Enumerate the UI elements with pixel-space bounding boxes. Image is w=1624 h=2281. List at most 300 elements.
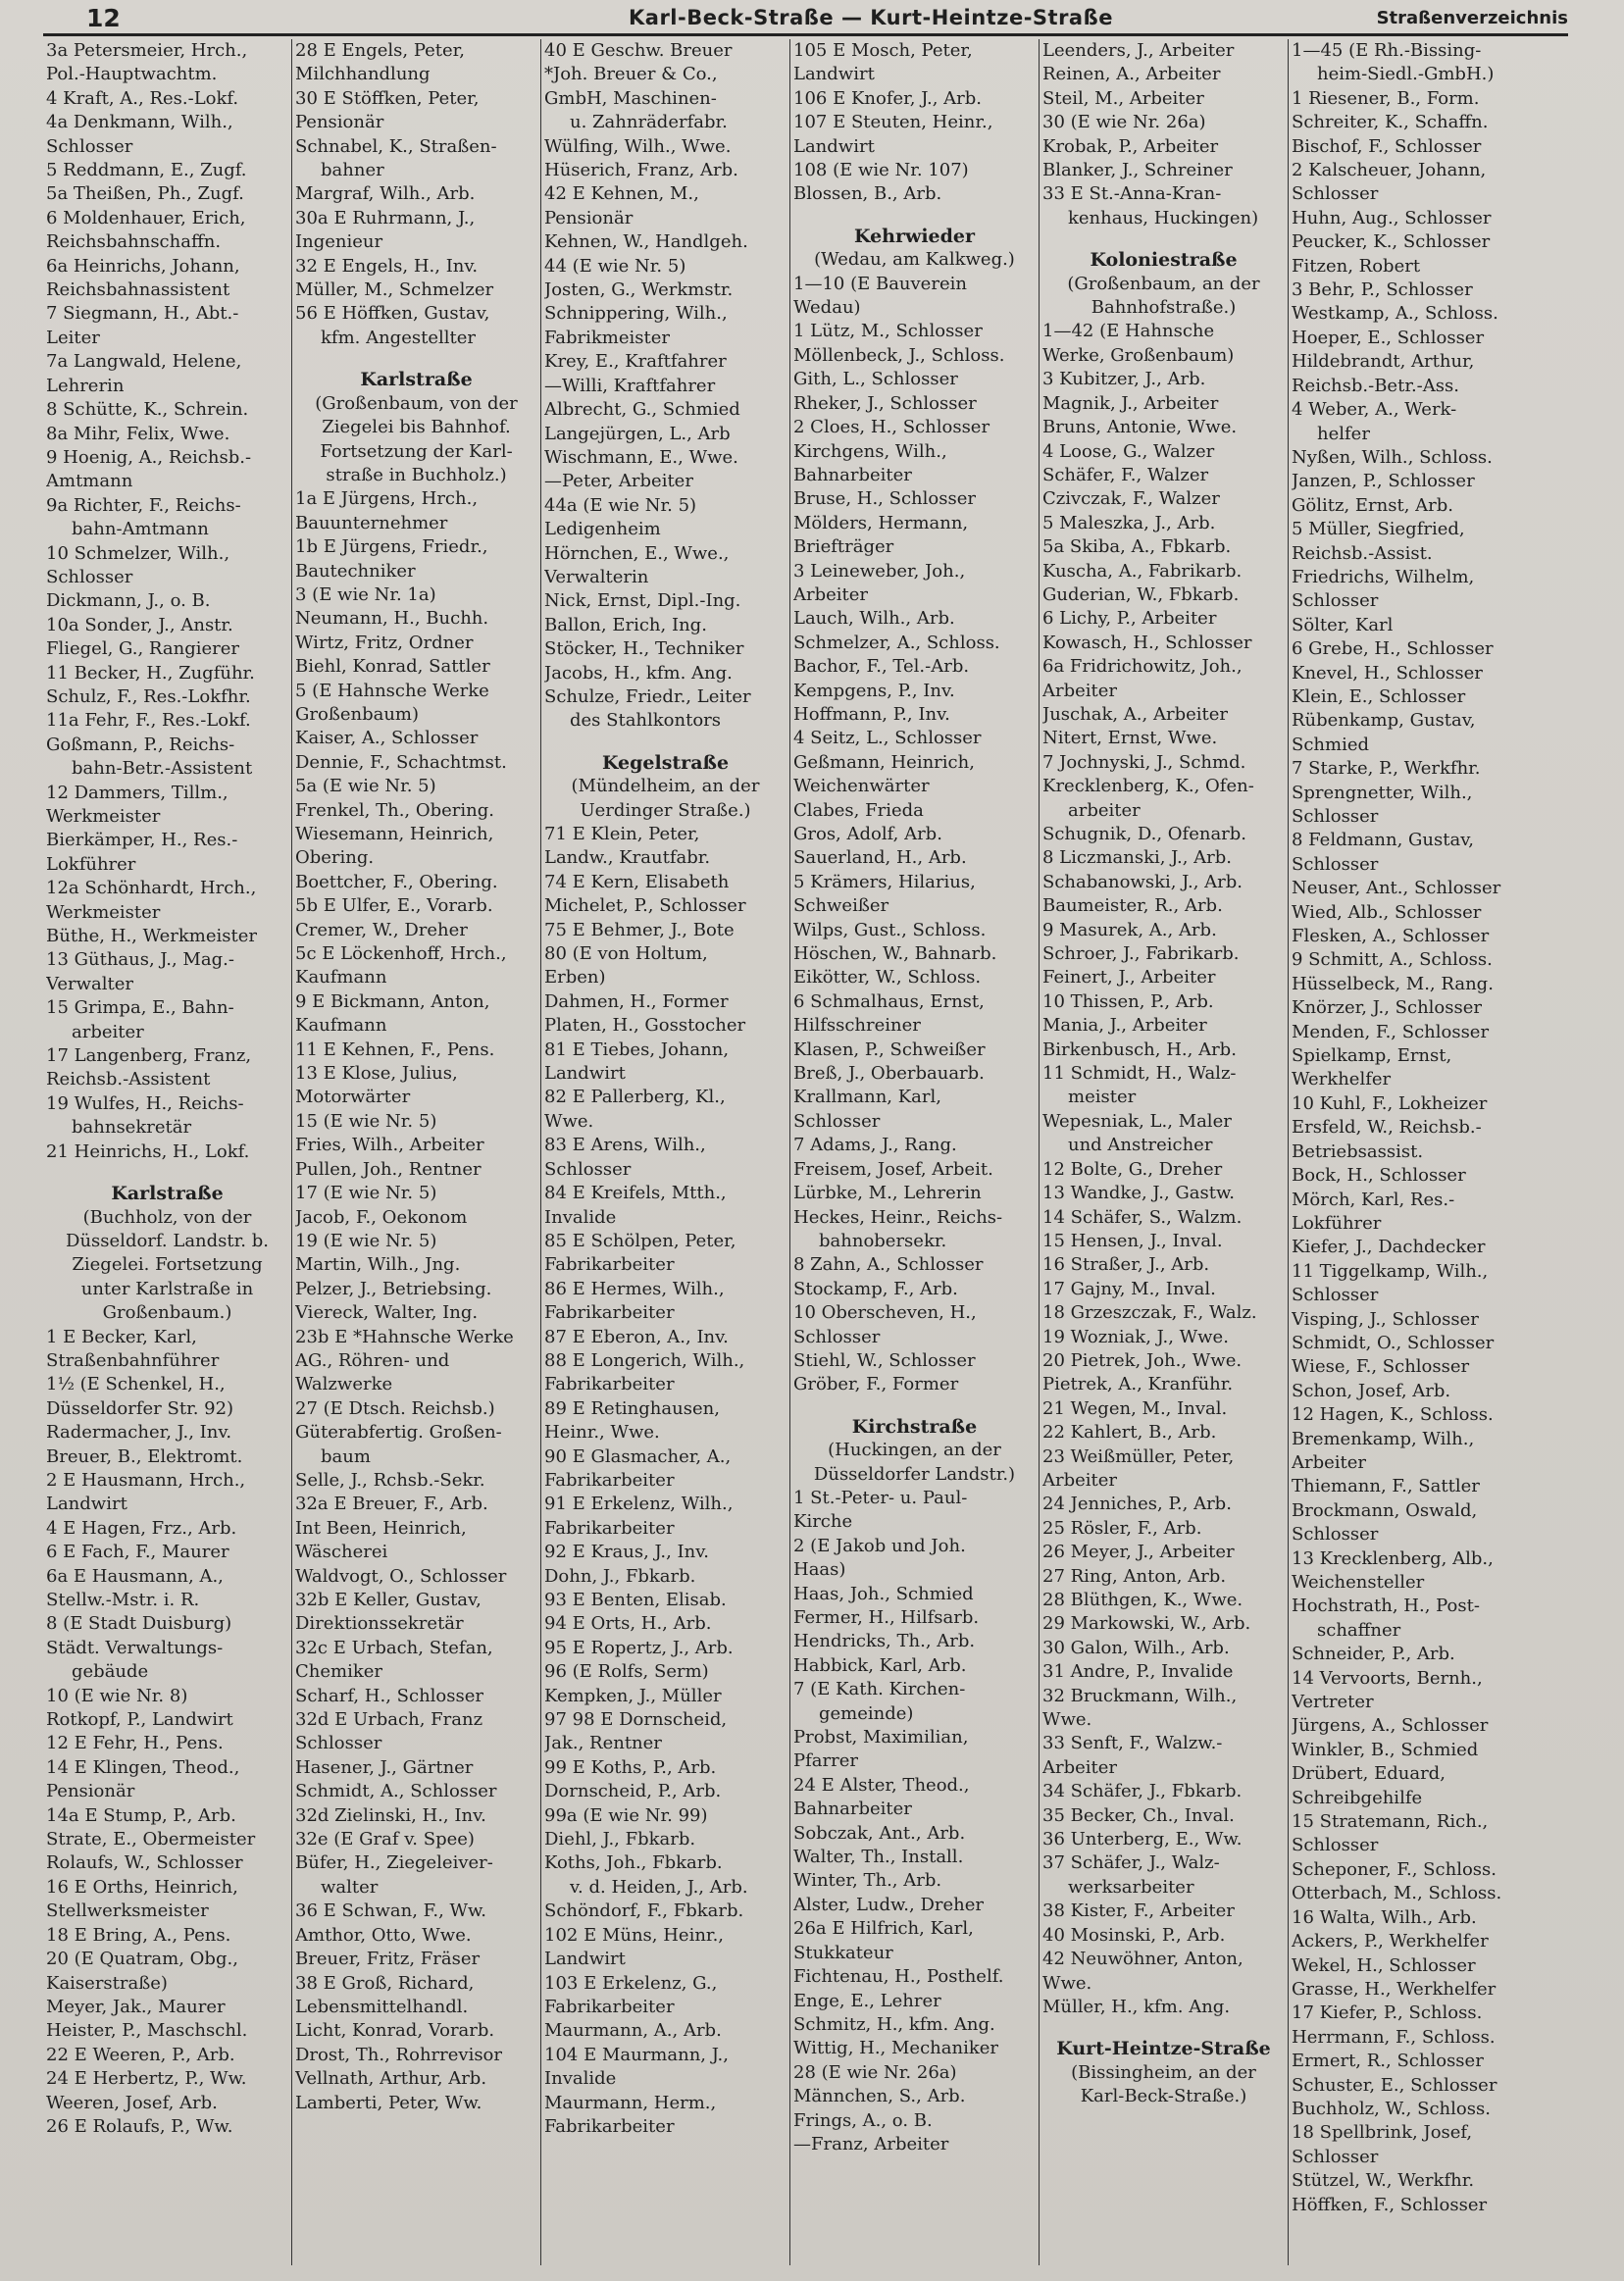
directory-entry-line: Feinert, J., Arbeiter [1042, 967, 1216, 988]
directory-entry-line: Schlosser [1292, 1285, 1379, 1306]
directory-entry-line: Guderian, W., Fbkarb. [1042, 583, 1240, 605]
directory-entry-line: Weichenwärter [793, 776, 930, 797]
directory-entry-line: Leenders, J., Arbeiter [1042, 40, 1235, 61]
directory-entry-line: 15 Grimpa, E., Bahn- [46, 997, 234, 1019]
directory-entry-line: Kiefer, J., Dachdecker [1292, 1237, 1486, 1258]
directory-entry-line: Städt. Verwaltungs- [46, 1637, 224, 1658]
directory-entry-line: 5c E Löckenhoff, Hrch., [295, 943, 507, 965]
street-location-note: Fortsetzung der Karl- [320, 440, 513, 462]
directory-entry-line: Wied, Alb., Schlosser [1292, 901, 1482, 923]
directory-entry-line: 13 Wandke, J., Gastw. [1042, 1183, 1235, 1204]
directory-entry-line: Vellnath, Arthur, Arb. [295, 2068, 487, 2090]
directory-entry-line: Krobak, P., Arbeiter [1042, 135, 1219, 157]
directory-entry-line: 6a E Hausmann, A., [46, 1565, 224, 1587]
directory-entry-line: Hasener, J., Gärtner [295, 1756, 474, 1778]
directory-entry-line: Wedau) [793, 297, 861, 319]
directory-entry-line: 33 E St.-Anna-Kran- [1042, 183, 1222, 205]
directory-entry-line: 104 E Maurmann, J., [544, 2044, 729, 2065]
directory-entry-line: Steil, M., Arbeiter [1042, 87, 1204, 109]
directory-entry-line: 20 (E Quatram, Obg., [46, 1949, 238, 1970]
directory-entry-line: 11 Tiggelkamp, Wilh., [1292, 1260, 1489, 1282]
directory-entry-line: Nick, Ernst, Dipl.-Ing. [544, 590, 741, 612]
directory-entry-line: Kowasch, H., Schlosser [1042, 632, 1252, 653]
directory-entry-line: Czivczak, F., Walzer [1042, 488, 1220, 510]
directory-entry-line: Wäscherei [295, 1542, 388, 1563]
directory-entry-line: Heckes, Heinr., Reichs- [793, 1206, 1003, 1228]
directory-entry-line: 95 E Ropertz, J., Arb. [544, 1637, 734, 1658]
directory-entry-line: 18 Spellbrink, Josef, [1292, 2122, 1473, 2144]
directory-entry-line: Sobczak, Ant., Arb. [793, 1822, 966, 1844]
directory-entry-line: Rotkopf, P., Landwirt [46, 1709, 233, 1731]
directory-entry-line: Bruns, Antonie, Wwe. [1042, 417, 1238, 438]
directory-entry-line: Breuer, B., Elektromt. [46, 1445, 243, 1467]
directory-entry-line: 96 (E Rolfs, Serm) [544, 1661, 709, 1683]
directory-entry-line: 26 E Rolaufs, P., Ww. [46, 2115, 233, 2137]
directory-entry-line: 86 E Hermes, Wilh., [544, 1278, 725, 1299]
directory-entry-line: Schneider, P., Arb. [1292, 1644, 1455, 1665]
directory-entry-line: 9a Richter, F., Reichs- [46, 494, 241, 516]
directory-entry-line: —Franz, Arbeiter [793, 2133, 949, 2154]
directory-entry-line: Westkamp, A., Schloss. [1292, 303, 1498, 325]
directory-entry-line: Landwirt [544, 1063, 626, 1085]
directory-entry-line: Herrmann, F., Schloss. [1292, 2026, 1496, 2048]
directory-entry-line: Strate, E., Obermeister [46, 1829, 256, 1850]
directory-entry-line: 18 E Bring, A., Pens. [46, 1924, 231, 1946]
directory-entry-line: Klein, E., Schlosser [1292, 685, 1466, 707]
section-gap [46, 1164, 288, 1174]
directory-entry-line: kfm. Angestellter [321, 327, 476, 348]
directory-entry-line: Fries, Wilh., Arbeiter [295, 1135, 484, 1156]
directory-entry-line: Fabrikarbeiter [544, 1374, 675, 1395]
directory-entry-line: 9 Masurek, A., Arb. [1042, 919, 1217, 940]
directory-entry-line: 19 Wulfes, H., Reichs- [46, 1092, 244, 1114]
directory-entry-line: Eikötter, W., Schloss. [793, 967, 982, 988]
directory-entry-line: Güterabfertig. Großen- [295, 1422, 502, 1444]
directory-entry-line: Bahnarbeiter [793, 464, 912, 485]
directory-entry-line: 33 Senft, F., Walzw.- [1042, 1733, 1223, 1754]
directory-entry-line: Langejürgen, L., Arb [544, 423, 731, 444]
directory-entry-line: Michelet, P., Schlosser [544, 895, 746, 917]
section-gap [295, 350, 537, 360]
directory-entry-line: Krey, E., Kraftfahrer [544, 351, 727, 373]
directory-entry-line: 74 E Kern, Elisabeth [544, 871, 730, 892]
directory-entry-line: 32c E Urbach, Stefan, [295, 1637, 493, 1658]
directory-entry-line: 34 Schäfer, J., Fbkarb. [1042, 1781, 1243, 1802]
directory-entry-line: 7 Siegmann, H., Abt.- [46, 303, 239, 325]
directory-entry-line: Kaufmann [295, 1015, 387, 1037]
directory-entry-line: Blossen, B., Arb. [793, 183, 942, 205]
directory-entry-line: 71 E Klein, Peter, [544, 824, 700, 844]
directory-entry-line: Pelzer, J., Betriebsing. [295, 1278, 492, 1299]
directory-entry-line: Peucker, K., Schlosser [1292, 231, 1491, 253]
directory-entry-line: Milchhandlung [295, 64, 431, 85]
directory-entry-line: Haas, Joh., Schmied [793, 1583, 974, 1604]
directory-entry-line: Neuser, Ant., Schlosser [1292, 878, 1501, 899]
directory-entry-line: 16 Straßer, J., Arb. [1042, 1254, 1210, 1276]
directory-entry-line: Wülfing, Wilh., Wwe. [544, 135, 732, 157]
directory-entry-line: Scheponer, F., Schloss. [1292, 1858, 1497, 1880]
column-4 [790, 39, 1040, 2265]
directory-entry-line: Flesken, A., Schlosser [1292, 926, 1490, 947]
directory-entry-line: v. d. Heiden, J., Arb. [570, 1876, 748, 1898]
directory-entry-line: Schulze, Friedr., Leiter [544, 685, 751, 707]
directory-entry-line: 1—42 (E Hahnsche [1042, 321, 1215, 342]
directory-entry-line: 15 Stratemann, Rich., [1292, 1811, 1489, 1833]
directory-entry-line: 1½ (E Schenkel, H., [46, 1374, 226, 1395]
directory-entry-line: Viereck, Walter, Ing. [295, 1302, 479, 1324]
directory-entry-line: Enge, E., Lehrer [793, 1990, 941, 2011]
directory-entry-line: bahn-Betr.-Assistent [72, 758, 253, 780]
directory-entry-line: Briefträger [793, 536, 894, 558]
directory-entry-line: 28 Blüthgen, K., Wwe. [1042, 1590, 1243, 1610]
directory-entry-line: Arbeiter [793, 583, 869, 605]
directory-entry-line: Wwe. [544, 1110, 594, 1132]
directory-entry-line: 10 Oberscheven, H., [793, 1302, 977, 1324]
directory-entry-line: Winkler, B., Schmied [1292, 1739, 1479, 1760]
directory-entry-line: Baumeister, R., Arb. [1042, 895, 1223, 917]
directory-entry-line: 15 Hensen, J., Inval. [1042, 1230, 1223, 1251]
directory-entry-line: Nyßen, Wilh., Schloss. [1292, 446, 1493, 468]
directory-entry-line: Arbeiter [1292, 1451, 1367, 1473]
directory-entry-line: 5a Skiba, A., Fbkarb. [1042, 536, 1232, 558]
directory-entry-line: Wekel, H., Schlosser [1292, 1954, 1476, 1976]
directory-entry-line: Büfer, H., Ziegeleiver- [295, 1852, 493, 1874]
directory-entry-line: bahnsekretär [72, 1117, 192, 1139]
directory-entry-line: Höschen, W., Bahnarb. [793, 943, 997, 965]
directory-entry-line: Schlosser [1292, 2146, 1379, 2167]
directory-entry-line: Brockmann, Oswald, [1292, 1499, 1478, 1521]
directory-entry-line: 9 Schmitt, A., Schloss. [1292, 949, 1493, 971]
street-location-note: Bahnhofstraße.) [1091, 297, 1237, 319]
column-3 [541, 39, 790, 2265]
directory-entry-line: 6a Heinrichs, Johann, [46, 255, 240, 277]
directory-entry-line: 2 E Hausmann, Hrch., [46, 1469, 246, 1491]
street-heading: Karlstraße [360, 369, 473, 391]
directory-entry-line: Bruse, H., Schlosser [793, 488, 976, 510]
directory-entry-line: Schmidt, A., Schlosser [295, 1781, 497, 1802]
directory-entry-line: Walter, Th., Install. [793, 1847, 964, 1868]
directory-entry-line: 5a (E wie Nr. 5) [295, 776, 436, 797]
directory-entry-line: Stukkateur [793, 1942, 893, 1963]
directory-entry-line: Spielkamp, Ernst, [1292, 1045, 1452, 1067]
street-location-note: Düsseldorf. Landstr. b. [66, 1230, 269, 1251]
directory-entry-line: Fabrikarbeiter [544, 2115, 675, 2137]
directory-entry-line: 85 E Schölpen, Peter, [544, 1230, 736, 1251]
street-location-note: (Bissingheim, an der [1071, 2061, 1256, 2083]
directory-entry-line: Fabrikarbeiter [544, 1302, 675, 1324]
directory-entry-line: 26a E Hilfrich, Karl, [793, 1918, 974, 1940]
directory-columns [43, 39, 1568, 2265]
directory-entry-line: Freisem, Josef, Arbeit. [793, 1158, 993, 1180]
directory-entry-line: 107 E Steuten, Heinr., [793, 112, 993, 133]
directory-entry-line: Wwe. [1042, 1972, 1092, 1994]
directory-entry-line: Bahnarbeiter [793, 1799, 912, 1820]
directory-entry-line: Straßenbahnführer [46, 1349, 220, 1371]
directory-entry-line: 23b E *Hahnsche Werke [295, 1326, 514, 1347]
directory-entry-line: AG., Röhren- und [295, 1349, 450, 1371]
directory-entry-line: Stockamp, F., Arb. [793, 1278, 958, 1299]
directory-entry-line: 3 Leineweber, Joh., [793, 560, 966, 582]
directory-entry-line: Bierkämper, H., Res.- [46, 830, 238, 851]
street-heading: Karlstraße [111, 1183, 224, 1205]
directory-entry-line: 42 E Kehnen, M., [544, 183, 699, 205]
directory-entry-line: Probst, Maximilian, [793, 1727, 969, 1749]
directory-entry-line: Meyer, Jak., Maurer [46, 1996, 226, 2017]
directory-entry-line: Landwirt [544, 1949, 626, 1970]
directory-entry-line: Habbick, Karl, Arb. [793, 1654, 967, 1676]
directory-entry-line: Schlosser [793, 1326, 881, 1347]
directory-entry-line: 17 (E wie Nr. 5) [295, 1183, 437, 1204]
directory-entry-line: 94 E Orts, H., Arb. [544, 1613, 712, 1635]
directory-entry-line: —Willi, Kraftfahrer [544, 375, 716, 396]
header-title: Karl-Beck-Straße — Kurt-Heintze-Straße [629, 6, 1113, 29]
directory-entry-line: 6 Schmalhaus, Ernst, [793, 990, 985, 1012]
directory-entry-line: Scharf, H., Schlosser [295, 1685, 483, 1706]
directory-entry-line: Goßmann, P., Reichs- [46, 734, 235, 755]
directory-entry-line: Breuer, Fritz, Fräser [295, 1949, 481, 1970]
directory-entry-line: Lamberti, Peter, Ww. [295, 2092, 482, 2113]
directory-entry-line: Höffken, F., Schlosser [1292, 2194, 1488, 2215]
directory-entry-line: Knörzer, J., Schlosser [1292, 997, 1483, 1019]
directory-entry-line: 21 Wegen, M., Inval. [1042, 1397, 1228, 1419]
directory-entry-line: 10 Schmelzer, Wilh., [46, 542, 230, 564]
directory-entry-line: Kirchgens, Wilh., [793, 440, 947, 462]
directory-entry-line: Schäfer, F., Walzer [1042, 464, 1209, 485]
directory-entry-line: Kaiserstraße) [46, 1972, 168, 1994]
directory-entry-line: Arbeiter [1042, 680, 1118, 701]
directory-entry-line: Krecklenberg, K., Ofen- [1042, 776, 1254, 797]
directory-entry-line: 26 Meyer, J., Arbeiter [1042, 1542, 1235, 1563]
directory-entry-line: Int Been, Heinrich, [295, 1517, 467, 1539]
directory-entry-line: Ackers, P., Werkhelfer [1292, 1931, 1489, 1952]
directory-entry-line: Hüsselbeck, M., Rang. [1292, 973, 1494, 994]
directory-entry-line: 80 (E von Holtum, [544, 943, 708, 965]
directory-entry-line: Pietrek, A., Kranführ. [1042, 1374, 1234, 1395]
directory-entry-line: Landwirt [46, 1494, 127, 1515]
directory-entry-line: 32d E Urbach, Franz [295, 1709, 483, 1731]
directory-entry-line: Erben) [544, 967, 606, 988]
directory-entry-line: Rheker, J., Schlosser [793, 392, 977, 414]
directory-entry-line: 1b E Jürgens, Friedr., [295, 536, 488, 558]
directory-entry-line: 17 Kiefer, P., Schloss. [1292, 2002, 1483, 2024]
directory-entry-line: baum [321, 1445, 371, 1467]
section-gap [544, 734, 787, 743]
directory-entry-line: Werke, Großenbaum) [1042, 344, 1235, 366]
directory-entry-line: 15 (E wie Nr. 5) [295, 1110, 437, 1132]
directory-entry-line: Invalide [544, 1206, 617, 1228]
directory-entry-line: 22 E Weeren, P., Arb. [46, 2044, 235, 2065]
directory-entry-line: 11a Fehr, F., Res.-Lokf. [46, 710, 251, 732]
directory-entry-line: Hoffmann, P., Inv. [793, 703, 950, 725]
directory-entry-line: 14 Vervoorts, Bernh., [1292, 1667, 1483, 1689]
directory-entry-line: Alster, Ludw., Dreher [793, 1894, 984, 1915]
directory-entry-line: Knevel, H., Schlosser [1292, 662, 1483, 684]
directory-entry-line: Reichsb.-Assist. [1292, 542, 1433, 564]
directory-entry-line: Thiemann, F., Sattler [1292, 1476, 1480, 1497]
directory-entry-line: Huhn, Aug., Schlosser [1292, 207, 1492, 228]
directory-entry-line: 28 E Engels, Peter, [295, 40, 466, 61]
directory-entry-line: 12 Dammers, Tillm., [46, 782, 228, 803]
directory-entry-line: 10 Kuhl, F., Lokheizer [1292, 1092, 1488, 1114]
directory-entry-line: Kempken, J., Müller [544, 1685, 722, 1706]
street-location-note: (Großenbaum, von der [315, 392, 518, 414]
directory-entry-line: 17 Gajny, M., Inval. [1042, 1278, 1216, 1299]
directory-entry-line: Verwalterin [544, 566, 649, 587]
column-1 [43, 39, 292, 2265]
directory-entry-line: *Joh. Breuer & Co., [544, 64, 718, 85]
directory-entry-line: Obering. [295, 847, 375, 869]
directory-entry-line: Schlosser [1292, 806, 1379, 827]
directory-entry-line: Pfarrer [793, 1750, 858, 1772]
directory-entry-line: Schon, Josef, Arb. [1292, 1380, 1451, 1401]
directory-entry-line: Landw., Krautfabr. [544, 847, 711, 869]
directory-entry-line: Platen, H., Gosstocher [544, 1015, 746, 1037]
directory-entry-line: Sprengnetter, Wilh., [1292, 782, 1473, 803]
directory-entry-line: gebäude [72, 1661, 149, 1683]
directory-entry-line: 91 E Erkelenz, Wilh., [544, 1494, 734, 1515]
directory-entry-line: Bremenkamp, Wilh., [1292, 1428, 1475, 1449]
directory-entry-line: Koths, Joh., Fbkarb. [544, 1852, 723, 1874]
directory-entry-line: 44 (E wie Nr. 5) [544, 255, 686, 277]
directory-entry-line: 13 E Klose, Julius, [295, 1063, 458, 1085]
directory-entry-line: 32 E Engels, H., Inv. [295, 255, 479, 277]
directory-entry-line: Geßmann, Heinrich, [793, 751, 975, 773]
directory-entry-line: 37 Schäfer, J., Walz- [1042, 1852, 1220, 1874]
directory-entry-line: Wischmann, E., Wwe. [544, 446, 738, 468]
directory-entry-line: Schweißer [793, 895, 889, 917]
directory-entry-line: Schlosser [46, 135, 133, 157]
directory-entry-line: Bock, H., Schlosser [1292, 1165, 1466, 1187]
directory-entry-line: arbeiter [72, 1021, 144, 1042]
directory-entry-line: 20 Pietrek, Joh., Wwe. [1042, 1349, 1243, 1371]
directory-entry-line: 42 Neuwöhner, Anton, [1042, 1949, 1243, 1970]
directory-entry-line: Dennie, F., Schachtmst. [295, 751, 507, 773]
street-location-note: Großenbaum.) [102, 1302, 232, 1324]
directory-entry-line: Schlosser [793, 1110, 881, 1132]
street-location-note: (Großenbaum, an der [1067, 273, 1260, 294]
section-gap [1042, 230, 1285, 240]
directory-entry-line: 29 Markowski, W., Arb. [1042, 1613, 1251, 1635]
directory-entry-line: 32a E Breuer, F., Arb. [295, 1494, 488, 1515]
directory-entry-line: Amtmann [46, 471, 133, 492]
directory-entry-line: 11 Schmidt, H., Walz- [1042, 1063, 1237, 1085]
directory-entry-line: gemeinde) [819, 1702, 914, 1724]
directory-entry-line: Walzwerke [295, 1374, 393, 1395]
directory-entry-line: 10 (E wie Nr. 8) [46, 1685, 188, 1706]
directory-entry-line: 40 E Geschw. Breuer [544, 40, 733, 61]
directory-entry-line: 99a (E wie Nr. 99) [544, 1804, 708, 1826]
directory-entry-line: Lehrerin [46, 375, 125, 396]
directory-entry-line: Schabanowski, J., Arb. [1042, 871, 1243, 892]
directory-entry-line: Sölter, Karl [1292, 614, 1394, 635]
directory-entry-line: des Stahlkontors [570, 710, 722, 732]
directory-entry-line: 30 Galon, Wilh., Arb. [1042, 1637, 1230, 1658]
directory-entry-line: 92 E Kraus, J., Inv. [544, 1542, 709, 1563]
column-5 [1040, 39, 1289, 2265]
directory-entry-line: Blanker, J., Schreiner [1042, 160, 1233, 181]
directory-entry-line: Cremer, W., Dreher [295, 919, 468, 940]
directory-entry-line: Dickmann, J., o. B. [46, 590, 211, 612]
directory-entry-line: Motorwärter [295, 1087, 411, 1108]
directory-entry-line: Maurmann, Herm., [544, 2092, 717, 2113]
directory-entry-line: Sauerland, H., Arb. [793, 847, 967, 869]
directory-entry-line: Werkmeister [46, 806, 161, 827]
directory-entry-line: 6 Moldenhauer, Erich, [46, 207, 246, 228]
directory-entry-line: Schlosser [544, 1158, 632, 1180]
directory-entry-line: 1 Riesener, B., Form. [1292, 87, 1480, 109]
directory-entry-line: Düsseldorfer Str. 92) [46, 1397, 234, 1419]
directory-entry-line: Lokführer [46, 853, 136, 875]
directory-entry-line: Krallmann, Karl, [793, 1087, 941, 1108]
directory-entry-line: 9 Hoenig, A., Reichsb.- [46, 446, 252, 468]
directory-entry-line: Möllenbeck, J., Schloss. [793, 344, 1005, 366]
directory-entry-line: 5 Müller, Siegfried, [1292, 519, 1465, 540]
directory-entry-line: Wilps, Gust., Schloss. [793, 919, 987, 940]
directory-entry-line: 1—10 (E Bauverein [793, 273, 967, 294]
page-number: 12 [86, 4, 121, 32]
directory-entry-line: Schmelzer, A., Schloss. [793, 632, 1000, 653]
directory-entry-line: 1 St.-Peter- u. Paul- [793, 1487, 968, 1508]
street-location-note: unter Karlstraße in [80, 1278, 254, 1299]
directory-entry-line: Gölitz, Ernst, Arb. [1292, 494, 1453, 516]
directory-entry-line: Ingenieur [295, 231, 383, 253]
directory-entry-line: Stützel, W., Werkfhr. [1292, 2170, 1475, 2192]
directory-entry-line: Schnabel, K., Straßen- [295, 135, 497, 157]
directory-entry-line: Mölders, Hermann, [793, 512, 969, 533]
directory-entry-line: 56 E Höffken, Gustav, [295, 303, 490, 325]
directory-entry-line: 32 Bruckmann, Wilh., [1042, 1685, 1238, 1706]
directory-entry-line: Ermert, R., Schlosser [1292, 2051, 1484, 2072]
directory-entry-line: Kehnen, W., Handlgeh. [544, 231, 748, 253]
directory-entry-line: Licht, Konrad, Vorarb. [295, 2020, 495, 2042]
directory-entry-line: Buchholz, W., Schloss. [1292, 2098, 1491, 2119]
directory-entry-line: Frings, A., o. B. [793, 2109, 933, 2131]
directory-entry-line: Otterbach, M., Schloss. [1292, 1883, 1502, 1904]
directory-entry-line: 19 (E wie Nr. 5) [295, 1230, 437, 1251]
directory-entry-line: 7 Adams, J., Rang. [793, 1135, 957, 1156]
directory-entry-line: heim-Siedl.-GmbH.) [1317, 64, 1495, 85]
directory-entry-line: Friedrichs, Wilhelm, [1292, 566, 1475, 587]
directory-entry-line: 24 E Herbertz, P., Ww. [46, 2068, 247, 2090]
directory-entry-line: Rübenkamp, Gustav, [1292, 710, 1476, 732]
directory-entry-line: Reinen, A., Arbeiter [1042, 64, 1221, 85]
directory-entry-line: 30a E Ruhrmann, J., [295, 207, 476, 228]
directory-entry-line: Stiehl, W., Schlosser [793, 1349, 976, 1371]
directory-entry-line: Reichsbahnassistent [46, 279, 230, 301]
directory-entry-line: Schlosser [1292, 1835, 1379, 1856]
directory-entry-line: 102 E Müns, Heinr., [544, 1924, 725, 1946]
directory-entry-line: und Anstreicher [1068, 1135, 1213, 1156]
directory-entry-line: 27 (E Dtsch. Reichsb.) [295, 1397, 495, 1419]
street-heading: Kegelstraße [601, 751, 730, 774]
directory-entry-line: Arbeiter [1042, 1469, 1118, 1491]
directory-entry-line: Schmied [1292, 734, 1370, 755]
directory-entry-line: Hendricks, Th., Arb. [793, 1631, 976, 1652]
directory-entry-line: Visping, J., Schlosser [1292, 1308, 1479, 1330]
directory-entry-line: 108 (E wie Nr. 107) [793, 160, 969, 181]
directory-entry-line: Lebensmittelhandl. [295, 1996, 469, 2017]
directory-entry-line: 8a Mihr, Felix, Wwe. [46, 423, 230, 444]
directory-entry-line: Dornscheid, P., Arb. [544, 1781, 722, 1802]
directory-entry-line: 16 Walta, Wilh., Arb. [1292, 1906, 1477, 1928]
directory-entry-line: 4 E Hagen, Frz., Arb. [46, 1517, 237, 1539]
directory-entry-line: 3a Petersmeier, Hrch., [46, 40, 248, 61]
directory-entry-line: Bauunternehmer [295, 512, 448, 533]
directory-entry-line: 4 Kraft, A., Res.-Lokf. [46, 87, 239, 109]
directory-entry-line: Fermer, H., Hilfsarb. [793, 1607, 980, 1628]
directory-entry-line: Pensionär [46, 1781, 135, 1802]
directory-entry-line: Wirtz, Fritz, Ordner [295, 632, 474, 653]
